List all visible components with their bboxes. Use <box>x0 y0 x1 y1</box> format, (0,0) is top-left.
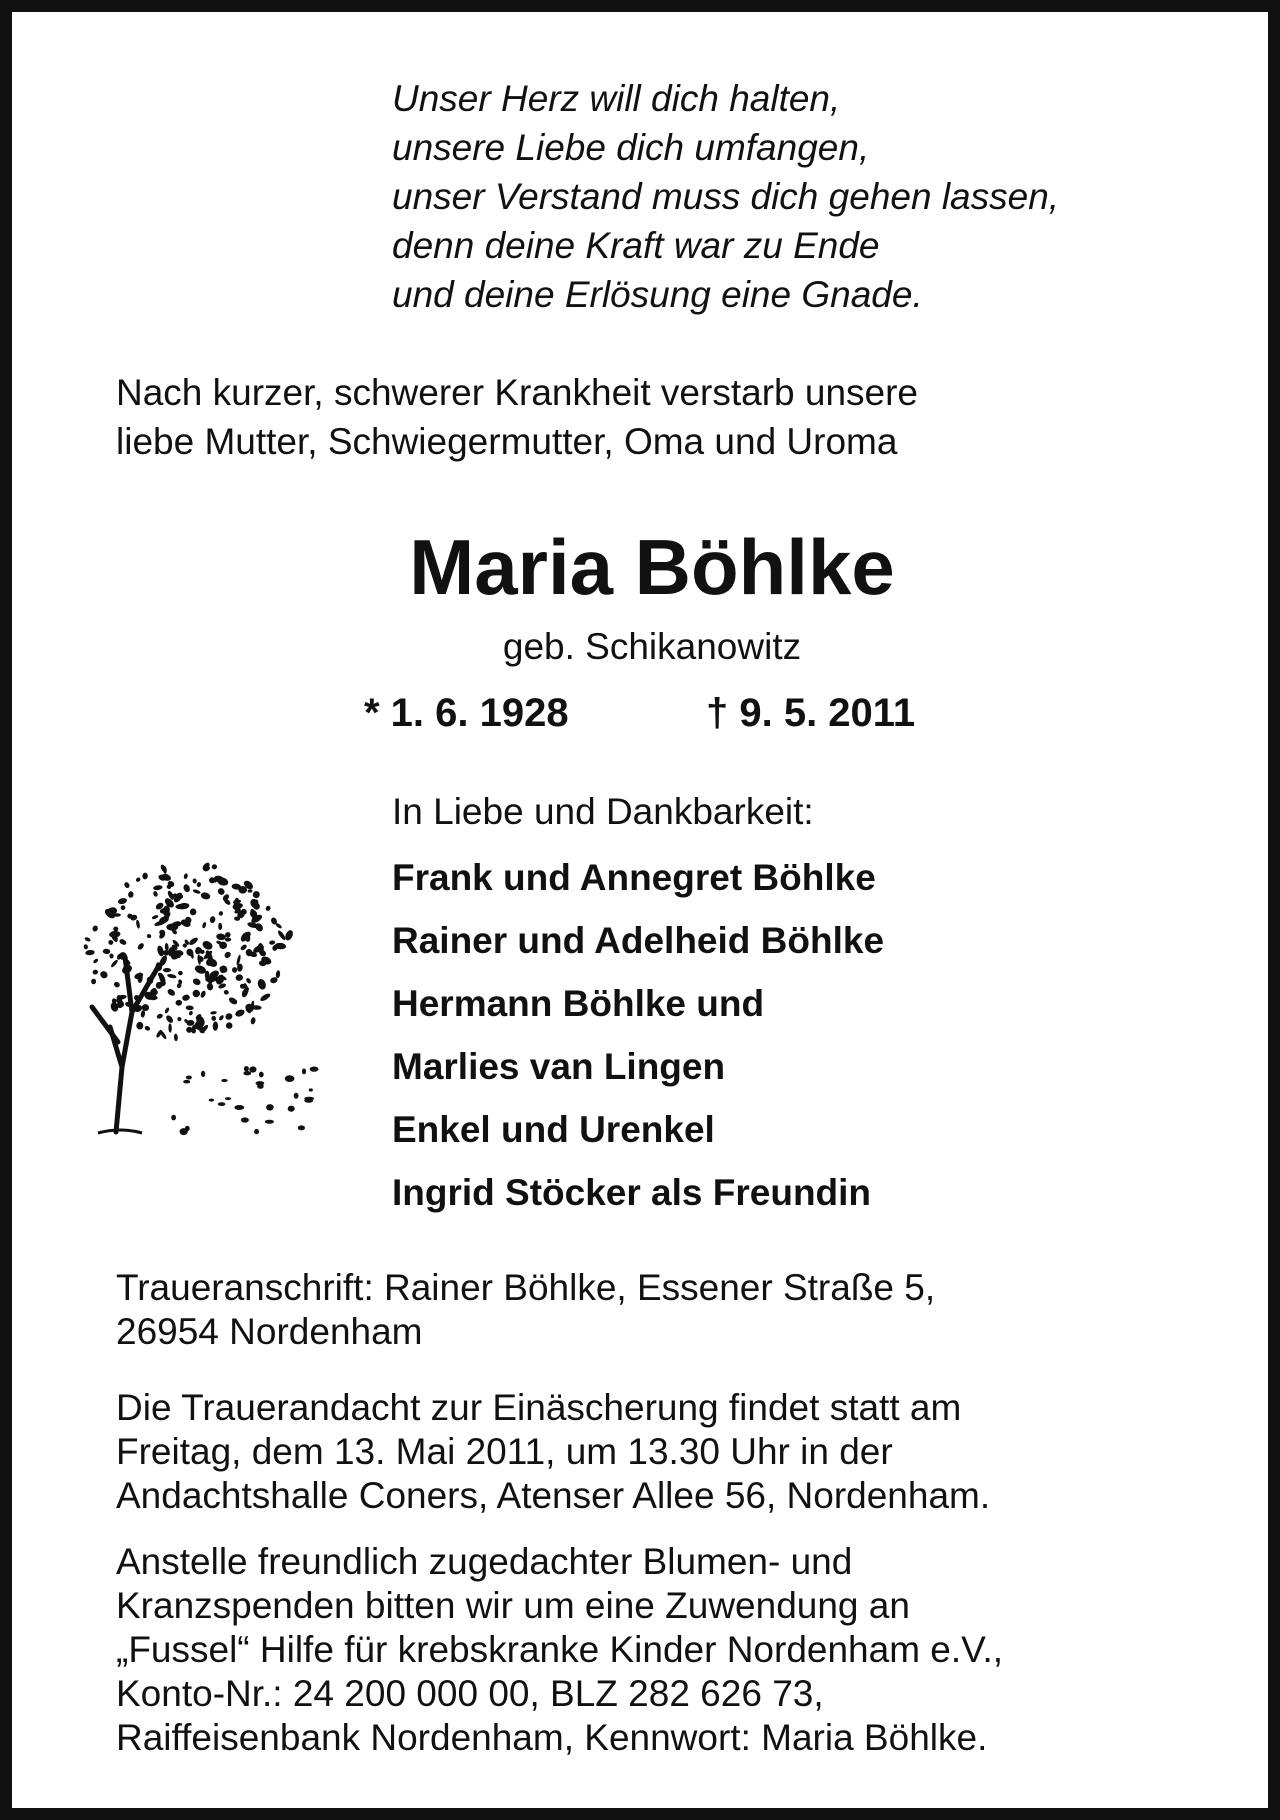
donation-line: Anstelle freundlich zugedachter Blumen- und <box>116 1541 853 1582</box>
mourner-line: Marlies van Lingen <box>392 1046 726 1087</box>
mourner-line: Ingrid Stöcker als Freundin <box>392 1172 872 1213</box>
service-line: Die Trauerandacht zur Einäscherung findet statt am <box>116 1387 962 1428</box>
donation-info <box>116 1540 1003 1760</box>
thanks-heading: In Liebe und Dankbarkeit: <box>392 791 814 832</box>
service-line: Freitag, dem 13. Mai 2011, um 13.30 Uhr in der <box>116 1431 893 1472</box>
donation-line: Konto-Nr.: 24 200 000 00, BLZ 282 626 73, <box>116 1673 824 1714</box>
poem <box>392 74 1059 319</box>
deceased-name: Maria Böhlke <box>409 523 895 611</box>
mourner-line: Frank und Annegret Böhlke <box>392 857 876 898</box>
donation-line: Kranzspenden bitten wir um eine Zuwendung an <box>116 1585 910 1626</box>
service-line: Andachtshalle Coners, Atenser Allee 56, Nordenham. <box>116 1475 991 1516</box>
intro-text <box>116 368 918 466</box>
service-info <box>116 1386 990 1518</box>
birth-date: * 1. 6. 1928 <box>364 691 569 735</box>
tree-icon <box>70 837 330 1147</box>
poem-line: Unser Herz will dich halten, <box>392 78 841 119</box>
poem-line: und deine Erlösung eine Gnade. <box>392 274 923 315</box>
intro-line: Nach kurzer, schwerer Krankheit verstarb unsere <box>116 372 919 413</box>
mourner-line: Enkel und Urenkel <box>392 1109 715 1150</box>
poem-line: unser Verstand muss dich gehen lassen, <box>392 176 1060 217</box>
donation-line: Raiffeisenbank Nordenham, Kennwort: Maria Böhlke. <box>116 1717 988 1758</box>
address-line: Traueranschrift: Rainer Böhlke, Essener Straße 5, <box>116 1267 936 1308</box>
mourners-list <box>392 846 884 1224</box>
mourner-line: Hermann Böhlke und <box>392 983 765 1024</box>
intro-line: liebe Mutter, Schwiegermutter, Oma und Uroma <box>116 421 898 462</box>
donation-line: „Fussel“ Hilfe für krebskranke Kinder Nordenham e.V., <box>116 1629 1004 1670</box>
address-line: 26954 Nordenham <box>116 1311 423 1352</box>
death-date: † 9. 5. 2011 <box>706 691 916 735</box>
maiden-name: geb. Schikanowitz <box>502 626 802 667</box>
poem-line: denn deine Kraft war zu Ende <box>392 225 880 266</box>
poem-line: unsere Liebe dich umfangen, <box>392 127 870 168</box>
mourning-address <box>116 1266 935 1354</box>
mourner-line: Rainer und Adelheid Böhlke <box>392 920 885 961</box>
